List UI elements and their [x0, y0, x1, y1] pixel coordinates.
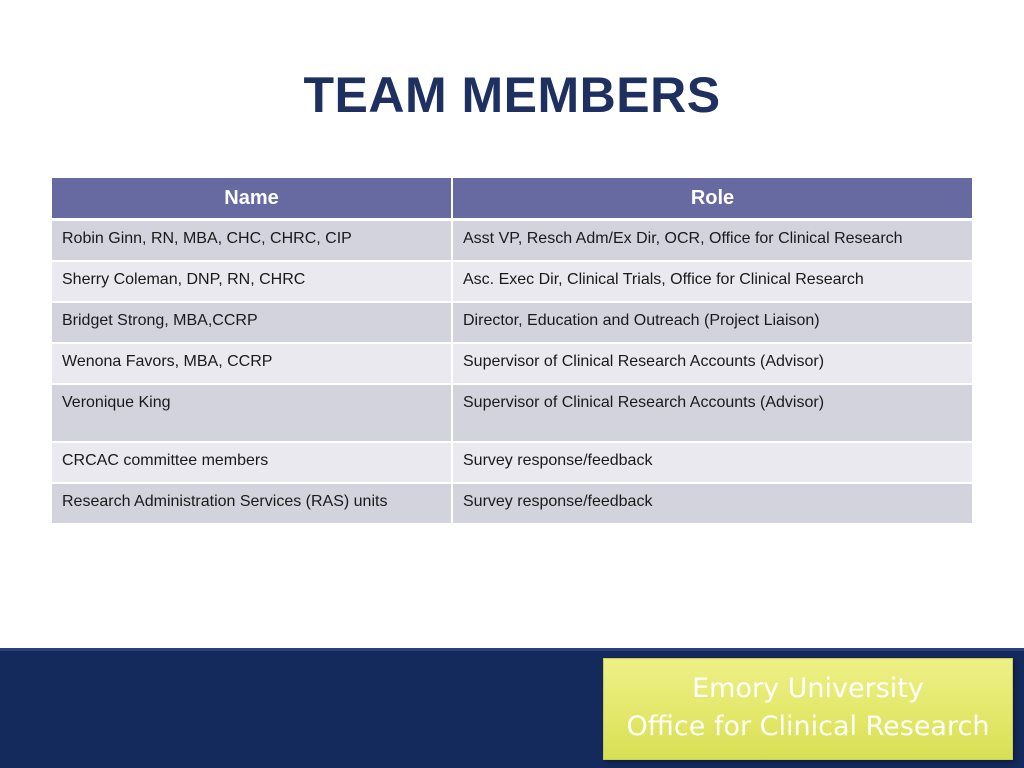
member-role-cell: Director, Education and Outreach (Project Liaison)	[452, 302, 972, 343]
table-row	[52, 384, 972, 442]
column-header-role: Role	[452, 178, 972, 220]
member-name-cell: Wenona Favors, MBA, CCRP	[52, 343, 452, 384]
member-role-cell: Supervisor of Clinical Research Accounts (Advisor)	[452, 343, 972, 384]
team-members-table	[52, 178, 972, 525]
organization-name: Emory University	[692, 673, 924, 704]
column-header-name: Name	[52, 178, 452, 220]
table-row	[52, 343, 972, 384]
member-name-cell: CRCAC committee members	[52, 442, 452, 483]
member-name-cell: Research Administration Services (RAS) units	[52, 483, 452, 524]
member-role-cell: Survey response/feedback	[452, 483, 972, 524]
member-name-cell: Sherry Coleman, DNP, RN, CHRC	[52, 261, 452, 302]
member-name-cell: Robin Ginn, RN, MBA, CHC, CHRC, CIP	[52, 220, 452, 261]
member-name-cell: Bridget Strong, MBA,CCRP	[52, 302, 452, 343]
organization-label-box	[603, 658, 1013, 760]
member-name-cell: Veronique King	[52, 384, 452, 442]
office-name: Office for Clinical Research	[626, 711, 990, 742]
slide-title: TEAM MEMBERS	[303, 67, 721, 123]
table-row	[52, 442, 972, 483]
member-role-cell: Supervisor of Clinical Research Accounts (Advisor)	[452, 384, 972, 442]
table-row	[52, 302, 972, 343]
member-role-cell: Survey response/feedback	[452, 442, 972, 483]
member-role-cell: Asst VP, Resch Adm/Ex Dir, OCR, Office for Clinical Research	[452, 220, 972, 261]
table-header-row	[52, 178, 972, 220]
member-role-cell: Asc. Exec Dir, Clinical Trials, Office for Clinical Research	[452, 261, 972, 302]
table-row	[52, 261, 972, 302]
table-row	[52, 483, 972, 524]
table-row	[52, 220, 972, 261]
